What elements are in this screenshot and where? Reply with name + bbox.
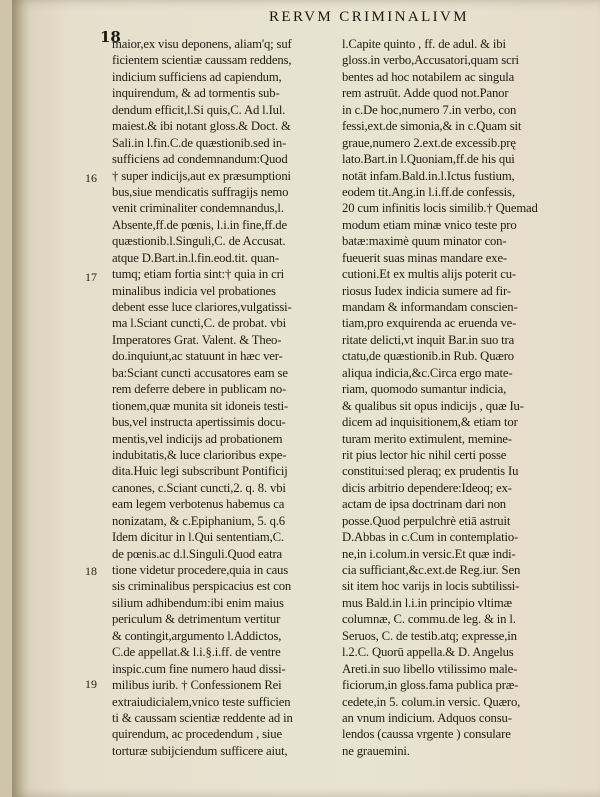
text-line: cia sufficiant,&c.ext.de Reg.iur. Sen — [342, 563, 521, 577]
right-text-column — [342, 36, 574, 759]
margin-number: 16 — [85, 171, 97, 185]
page-number: 18 — [100, 28, 121, 46]
text-line: fessi,ext.de simonia,& in c.Quam sit — [342, 119, 522, 134]
margin-number: 19 — [85, 677, 97, 691]
text-line: gloss.in verbo,Accusatori,quam scri — [342, 53, 519, 68]
text-line: fueuerit suas minas mandare exe- — [342, 250, 508, 265]
text-line: ritate delicti,vt inquit Bar.in suo tra — [342, 332, 515, 347]
text-line: minalibus indicia vel probationes — [112, 283, 276, 298]
text-line: inquirendum, & ad tormentis sub- — [112, 86, 280, 101]
text-line: tiam,pro exquirenda ac eruenda ve- — [342, 316, 517, 331]
text-line: cedete,in 5. colum.in versic. Quæro, — [342, 694, 521, 709]
text-line: nonizatam, & c.Epiphanium, 5. q.6 — [112, 513, 285, 528]
text-line: extraiudicialem,vnico teste sufficien — [112, 694, 291, 709]
text-line: in c.De hoc,numero 7.in verbo, con — [342, 102, 517, 117]
text-line: dicis arbitrio dependere:Ideoq; ex- — [342, 480, 512, 495]
text-line: riam, quomodo sumantur indicia, — [342, 382, 507, 397]
text-line: rem deferre debere in publicam no- — [112, 382, 287, 397]
text-line: ne,in i.colum.in versic.Et quæ indi- — [342, 546, 516, 561]
text-line: de pœnis.ac d.l.Singuli.Quod eatra — [112, 546, 283, 561]
text-line: ba:Sciant cuncti accusatores eam se — [112, 365, 288, 380]
text-line: dicem ad inquisitionem,& etiam tor — [342, 415, 518, 430]
text-line: rem astruūt. Adde quod not.Panor — [342, 86, 509, 101]
left-text-column — [112, 36, 340, 759]
text-line: Areti.in suo libello vtilissimo male- — [342, 661, 518, 676]
text-line: bentes ad hoc notabilem ac singula — [342, 69, 515, 84]
text-line: dita.Huic legi subscribunt Pontificij — [112, 464, 288, 479]
text-line: sufficiens ad condemnandum:Quod — [112, 152, 288, 167]
text-line: & qualibus sit opus indicijs , quæ Iu- — [342, 398, 524, 413]
text-line: posse.Quod perpulchrè etiā astruit — [342, 513, 511, 528]
text-line: dendum efficit,l.Si quis,C. Ad l.Iul. — [112, 102, 286, 117]
text-line: tumq; etiam fortia sint:† quia in cri — [112, 267, 285, 282]
text-line: atque D.Bart.in.l.fin.eod.tit. quan- — [112, 250, 279, 265]
text-line: mandam & informandam conscien- — [342, 300, 518, 314]
text-line: † super indicijs,aut ex præsumptioni — [112, 168, 291, 183]
text-line: indubitatis,& luce clarioribus expe- — [112, 447, 287, 462]
text-line: an vnum indicium. Adquos consu- — [342, 710, 512, 725]
running-head: RERVM CRIMINALIVM — [269, 9, 470, 25]
text-line: inspic.cum fine numero haud dissi- — [112, 661, 286, 676]
text-line: Idem dicitur in l.Qui sententiam,C. — [112, 530, 284, 545]
book-page — [12, 0, 600, 797]
text-line: mus Bald.in l.i.in principio vltimæ — [342, 595, 512, 610]
text-line: eodem tit.Ang.in l.i.ff.de confessis, — [342, 184, 515, 199]
text-line: notāt infam.Bald.in.l.Ictus fustium, — [342, 168, 515, 183]
text-line: D.Abbas in c.Cum in contemplatio- — [342, 530, 519, 545]
text-line: Seruos, C. de testib.atq; expresse,in — [342, 628, 517, 643]
text-line: l.Capite quinto , ff. de adul. & ibi — [342, 37, 506, 51]
text-line: bus,vel instructa apertissimis docu- — [112, 415, 286, 430]
text-line: periculum & detrimentum vertitur — [112, 612, 281, 627]
text-line: lendos (caussa vrgente ) consulare — [342, 727, 511, 742]
text-line: tione videtur procedere,quia in caus — [112, 563, 289, 577]
text-line: venit criminaliter condemnandus,l. — [112, 201, 284, 216]
margin-number: 17 — [85, 270, 97, 284]
text-line: graue,numero 2.ext.de excessib.prę — [342, 135, 516, 150]
text-line: canones, c.Sciant cuncti,2. q. 8. vbi — [112, 480, 286, 495]
text-line: lato.Bart.in l.Quoniam,ff.de his qui — [342, 152, 515, 167]
text-line: do.inquiunt,ac statuunt in hæc ver- — [112, 349, 283, 364]
text-line: Absente,ff.de pœnis, l.i.in fine,ff.de — [112, 217, 287, 232]
text-line: constitui:sed pleraq; ex prudentis Iu — [342, 464, 519, 479]
text-line: Imperatores Grat. Valent. & Theo- — [112, 332, 282, 347]
text-line: C.de appellat.& l.i.§.i.ff. de ventre — [112, 645, 281, 660]
text-line: turam merito extimulent, memine- — [342, 431, 512, 446]
text-line: bus,siue mendicatis suffragijs nemo — [112, 184, 289, 199]
text-line: maiest.& ibi notant gloss.& Doct. & — [112, 119, 291, 134]
text-line: quæstionib.l.Singuli,C. de Accusat. — [112, 234, 286, 249]
text-line: riosus Iudex indicia sumere ad fir- — [342, 283, 511, 298]
text-line: maior,ex visu deponens, aliam'q; suf — [112, 37, 292, 51]
text-line: rit pius lector hic nihil certi posse — [342, 447, 507, 462]
text-line: columnæ, C. commu.de leg. & in l. — [342, 612, 516, 627]
text-line: sis criminalibus perspicacius est con — [112, 579, 292, 594]
text-line: quirendum, ac procedendum , siue — [112, 727, 282, 742]
text-line: ctatu,de quæstionib.in Rub. Quæro — [342, 349, 514, 364]
text-line: 20 cum infinitis locis similib.† Quemad — [342, 201, 538, 216]
text-line: actam de ipsa doctrinam dari non — [342, 497, 506, 512]
text-line: batæ:maximè quum minator con- — [342, 234, 507, 249]
text-line: Sali.in l.fin.C.de quæstionib.sed in- — [112, 135, 287, 150]
text-line: indicium sufficiens ad capiendum, — [112, 69, 282, 84]
text-line: sit item hoc varijs in locis subtilissi- — [342, 579, 520, 594]
margin-number: 18 — [85, 564, 97, 578]
text-line: torturæ subijciendum sufficere aiut, — [112, 743, 288, 758]
text-line: milibus iurib. † Confessionem Rei — [112, 678, 282, 693]
text-line: eam legem verbotenus habemus ca — [112, 497, 285, 512]
text-line: silium adhibendum:ibi enim maius — [112, 595, 284, 610]
text-line: & contingit,argumento l.Addictos, — [112, 628, 282, 643]
text-line: ficientem scientiæ caussam reddens, — [112, 53, 292, 68]
text-line: ne grauemini. — [342, 743, 410, 758]
text-line: mentis,vel indicijs ad probationem — [112, 431, 283, 446]
text-line: aliqua indicia,&c.Circa ergo mate- — [342, 365, 513, 380]
text-line: tionem,quæ munita sit idoneis testi- — [112, 398, 289, 413]
text-line: cutioni.Et ex multis alijs poterit cu- — [342, 267, 517, 282]
text-line: debent esse luce clariores,vulgatissi- — [112, 300, 292, 314]
text-line: modum etiam minæ vnico teste pro — [342, 217, 517, 232]
text-line: l.2.C. Quorū appella.& D. Angelus — [342, 645, 514, 660]
text-line: ti & caussam scientiæ reddente ad in — [112, 710, 293, 725]
text-line: ficiorum,in gloss.fama publica præ- — [342, 678, 519, 693]
text-line: ma l.Sciant cuncti,C. de probat. vbi — [112, 316, 286, 331]
